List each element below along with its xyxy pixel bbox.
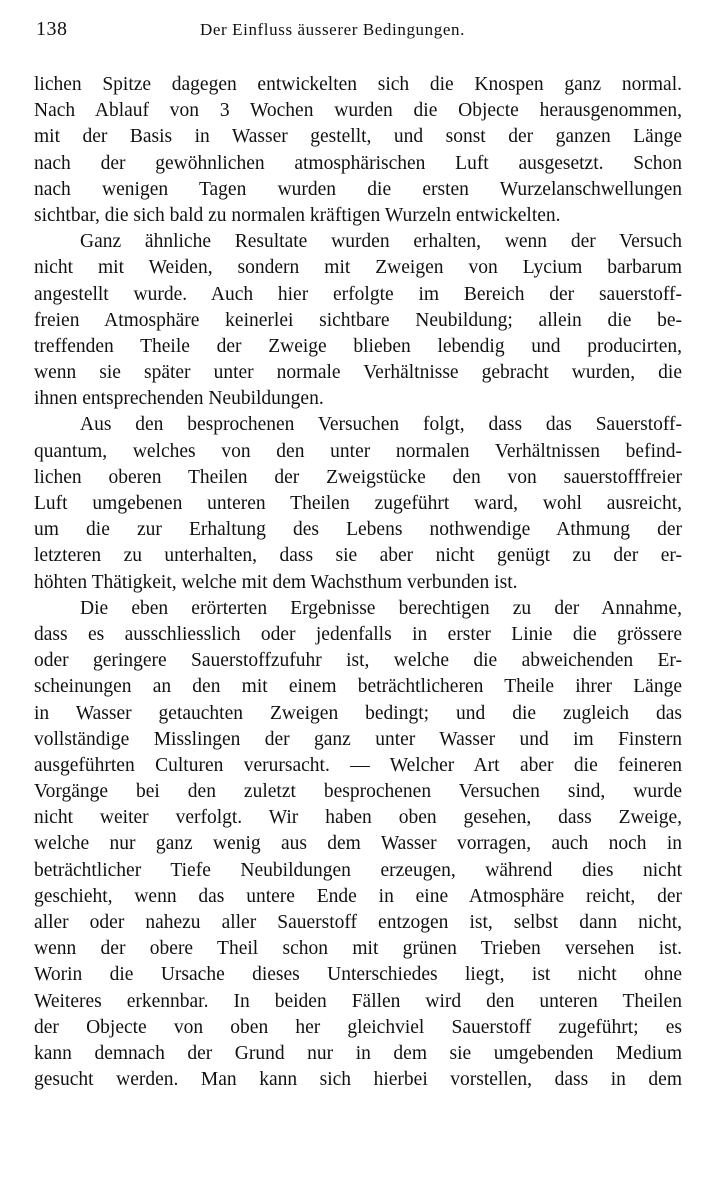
text-line: in Wasser getauchten Zweigen bedingt; und die zugleich das [34, 702, 682, 724]
text-line: Luft umgebenen unteren Theilen zugeführt ward, wohl ausreicht, [34, 493, 682, 514]
text-line: wenn der obere Theil schon mit grünen Trieben versehen ist. [34, 938, 682, 960]
text-line: Weiteres erkennbar. In beiden Fällen wird den unteren Theilen [34, 990, 682, 1012]
text-line: Worin die Ursache dieses Unterschiedes liegt, ist nicht ohne [34, 964, 682, 986]
text-line: nicht mit Weiden, sondern mit Zweigen von Lycium barbarum [34, 257, 682, 279]
text-line: um die zur Erhaltung des Lebens nothwendige Athmung der [34, 519, 682, 541]
text-line: nach wenigen Tagen wurden die ersten Wurzelanschwellungen [34, 178, 682, 200]
text-line: Die eben erörterten Ergebnisse berechtigen zu der Annahme, [80, 597, 682, 619]
text-line: wenn sie später unter normale Verhältnisse gebracht wurden, die [34, 362, 682, 384]
text-line: lichen oberen Theilen der Zweigstücke den von sauerstofffreier [34, 466, 682, 488]
text-line: höhten Thätigkeit, welche mit dem Wachsthum verbunden ist. [34, 571, 518, 593]
text-line: ausgeführten Culturen verursacht. — Welcher Art aber die feineren [34, 754, 682, 776]
text-line: quantum, welches von den unter normalen Verhältnissen befind- [34, 440, 682, 462]
running-title: Der Einfluss äusserer Bedingungen. [200, 20, 465, 39]
text-line: Aus den besprochenen Versuchen folgt, dass das Sauerstoff- [80, 414, 682, 436]
text-line: freien Atmosphäre keinerlei sichtbare Neubildung; allein die be- [34, 309, 682, 331]
text-line: der Objecte von oben her gleichviel Sauerstoff zugeführt; es [34, 1016, 682, 1038]
text-line: welche nur ganz wenig aus dem Wasser vorragen, auch noch in [34, 833, 682, 855]
text-line: beträchtlicher Tiefe Neubildungen erzeugen, während dies nicht [34, 859, 682, 881]
text-line: letzteren zu unterhalten, dass sie aber nicht genügt zu der er- [34, 545, 682, 567]
text-line: geschieht, wenn das untere Ende in eine Atmosphäre reicht, der [34, 885, 682, 907]
text-line: Ganz ähnliche Resultate wurden erhalten, wenn der Versuch [80, 231, 682, 253]
text-line: angestellt wurde. Auch hier erfolgte im Bereich der sauerstoff- [34, 283, 682, 305]
text-line: gesucht werden. Man kann sich hierbei vorstellen, dass in dem [34, 1069, 682, 1091]
text-line: sichtbar, die sich bald zu normalen kräftigen Wurzeln entwickelten. [34, 204, 561, 226]
text-line: dass es ausschliesslich oder jedenfalls in erster Linie die grössere [34, 623, 682, 645]
text-line: oder geringere Sauerstoffzufuhr ist, welche die abweichenden Er- [34, 650, 682, 672]
page-number: 138 [36, 18, 68, 40]
text-line: vollständige Misslingen der ganz unter Wasser und im Finstern [34, 728, 682, 750]
text-line: aller oder nahezu aller Sauerstoff entzogen ist, selbst dann nicht, [34, 912, 682, 933]
text-line: lichen Spitze dagegen entwickelten sich die Knospen ganz normal. [34, 74, 682, 95]
text-line: nach der gewöhnlichen atmosphärischen Luft ausgesetzt. Schon [34, 152, 682, 174]
text-line: Vorgänge bei den zuletzt besprochenen Versuchen sind, wurde [34, 781, 682, 803]
text-line: kann demnach der Grund nur in dem sie umgebenden Medium [34, 1042, 682, 1064]
text-line: nicht weiter verfolgt. Wir haben oben gesehen, dass Zweige, [34, 807, 682, 829]
text-line: mit der Basis in Wasser gestellt, und sonst der ganzen Länge [34, 126, 682, 148]
text-line: scheinungen an den mit einem beträchtlicheren Theile ihrer Länge [34, 676, 682, 698]
text-line: ihnen entsprechenden Neubildungen. [34, 388, 324, 410]
page-header [30, 18, 680, 48]
text-line: treffenden Theile der Zweige blieben lebendig und producirten, [34, 335, 682, 357]
text-line: Nach Ablauf von 3 Wochen wurden die Objecte herausgenommen, [34, 100, 682, 122]
body-text [34, 72, 682, 1093]
